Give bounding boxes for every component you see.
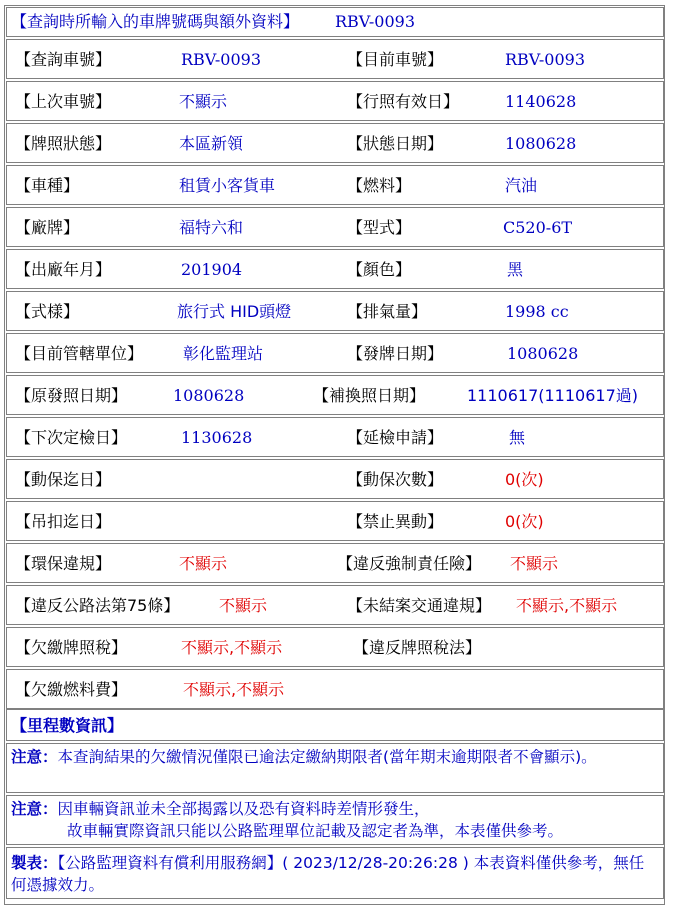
table-row	[6, 669, 664, 709]
field-value: 無	[509, 428, 526, 447]
field-label: 【違反牌照稅法】	[353, 638, 482, 657]
field-value: 1080628	[173, 386, 245, 405]
mileage-row	[6, 709, 664, 741]
field-value: 不顯示,不顯示	[183, 680, 285, 699]
header-plate-value: RBV-0093	[335, 12, 416, 31]
field-label: 【廠牌】	[15, 218, 80, 237]
table-row	[6, 501, 664, 541]
note-1-text: 本查詢結果的欠繳情況僅限已逾法定繳納期限者(當年期末逾期限者不會顯示)。	[57, 748, 597, 766]
field-label: 【動保次數】	[347, 470, 444, 489]
note-2	[6, 795, 664, 845]
field-value: 不顯示	[219, 596, 268, 615]
field-label: 【補換照日期】	[313, 386, 426, 405]
field-label: 【排氣量】	[347, 302, 428, 321]
field-value: 汽油	[505, 176, 538, 195]
field-label: 【下次定檢日】	[15, 428, 128, 447]
footer-org: 【公路監理資料有償利用服務網】	[57, 854, 283, 872]
footer-note	[6, 847, 664, 899]
table-row	[6, 627, 664, 667]
field-value: 不顯示	[179, 554, 228, 573]
field-label: 【動保迄日】	[15, 470, 112, 489]
field-value: RBV-0093	[505, 50, 586, 69]
field-value: 1080628	[505, 134, 577, 153]
table-row	[6, 459, 664, 499]
field-value: 1998 cc	[505, 302, 569, 321]
field-label: 【上次車號】	[15, 92, 112, 111]
note-2-line1: 因車輛資訊並未全部揭露以及恐有資料時差情形發生，	[57, 800, 430, 818]
table-row	[6, 249, 664, 289]
field-value: RBV-0093	[181, 50, 262, 69]
field-value: 不顯示	[179, 92, 228, 111]
field-value: 彰化監理站	[183, 344, 264, 363]
table-row	[6, 207, 664, 247]
note-1	[6, 743, 664, 793]
field-label: 【欠繳牌照稅】	[15, 638, 128, 657]
field-label: 【型式】	[347, 218, 412, 237]
header-title-label: 【查詢時所輸入的車牌號碼與額外資料】	[11, 12, 300, 31]
field-value: 0(次)	[505, 470, 544, 489]
field-label: 【牌照狀態】	[15, 134, 112, 153]
field-label: 【延檢申請】	[347, 428, 444, 447]
field-label: 【顏色】	[347, 260, 412, 279]
field-value: 福特六和	[179, 218, 244, 237]
field-label: 【發牌日期】	[347, 344, 444, 363]
field-label: 【欠繳燃料費】	[15, 680, 128, 699]
field-value: 1130628	[181, 428, 253, 447]
table-row	[6, 417, 664, 457]
field-value: 旅行式 HID頭燈	[177, 302, 292, 321]
field-label: 【狀態日期】	[347, 134, 444, 153]
field-value: 201904	[181, 260, 243, 279]
mileage-label: 【里程數資訊】	[11, 716, 124, 735]
field-label: 【未結案交通違規】	[347, 596, 492, 615]
field-label: 【環保違規】	[15, 554, 112, 573]
field-value: 0(次)	[505, 512, 544, 531]
table-row	[6, 165, 664, 205]
table-row	[6, 39, 664, 79]
field-value: 黑	[507, 260, 524, 279]
field-value: 不顯示,不顯示	[181, 638, 283, 657]
table-row	[6, 333, 664, 373]
field-label: 【吊扣迄日】	[15, 512, 112, 531]
field-label: 【原發照日期】	[15, 386, 128, 405]
field-label: 【違反公路法第75條】	[15, 596, 180, 615]
field-label: 【車種】	[15, 176, 80, 195]
field-value: 1140628	[505, 92, 577, 111]
field-label: 【禁止異動】	[347, 512, 444, 531]
table-row	[6, 375, 664, 415]
table-row	[6, 585, 664, 625]
field-label: 【目前管轄單位】	[15, 344, 144, 363]
footer-text: ( 2023/12/28-20:26:28 ) 本表資料僅供參考，無任何憑據效力。	[11, 854, 645, 894]
field-label: 【行照有效日】	[347, 92, 460, 111]
field-label: 【違反強制責任險】	[337, 554, 482, 573]
field-label: 【目前車號】	[347, 50, 444, 69]
field-value: 1080628	[507, 344, 579, 363]
note-2-prefix: 注意：	[11, 800, 58, 818]
table-row	[6, 81, 664, 121]
field-value: 不顯示	[510, 554, 559, 573]
footer-prefix: 製表：	[11, 854, 58, 872]
note-2-line2: 故車輛實際資訊只能以公路監理單位記載及認定者為準，本表僅供參考。	[67, 822, 564, 840]
note-1-prefix: 注意：	[11, 748, 58, 766]
field-label: 【式樣】	[15, 302, 80, 321]
field-value: 租賃小客貨車	[179, 176, 276, 195]
field-label: 【出廠年月】	[15, 260, 112, 279]
field-value: 1110617(1110617過)	[467, 386, 639, 405]
field-value: 本區新領	[179, 134, 244, 153]
field-value: C520-6T	[503, 218, 573, 237]
table-row	[6, 291, 664, 331]
header-row	[6, 7, 664, 37]
field-label: 【燃料】	[347, 176, 412, 195]
field-value: 不顯示,不顯示	[516, 596, 618, 615]
field-label: 【查詢車號】	[15, 50, 112, 69]
table-row	[6, 123, 664, 163]
table-row	[6, 543, 664, 583]
